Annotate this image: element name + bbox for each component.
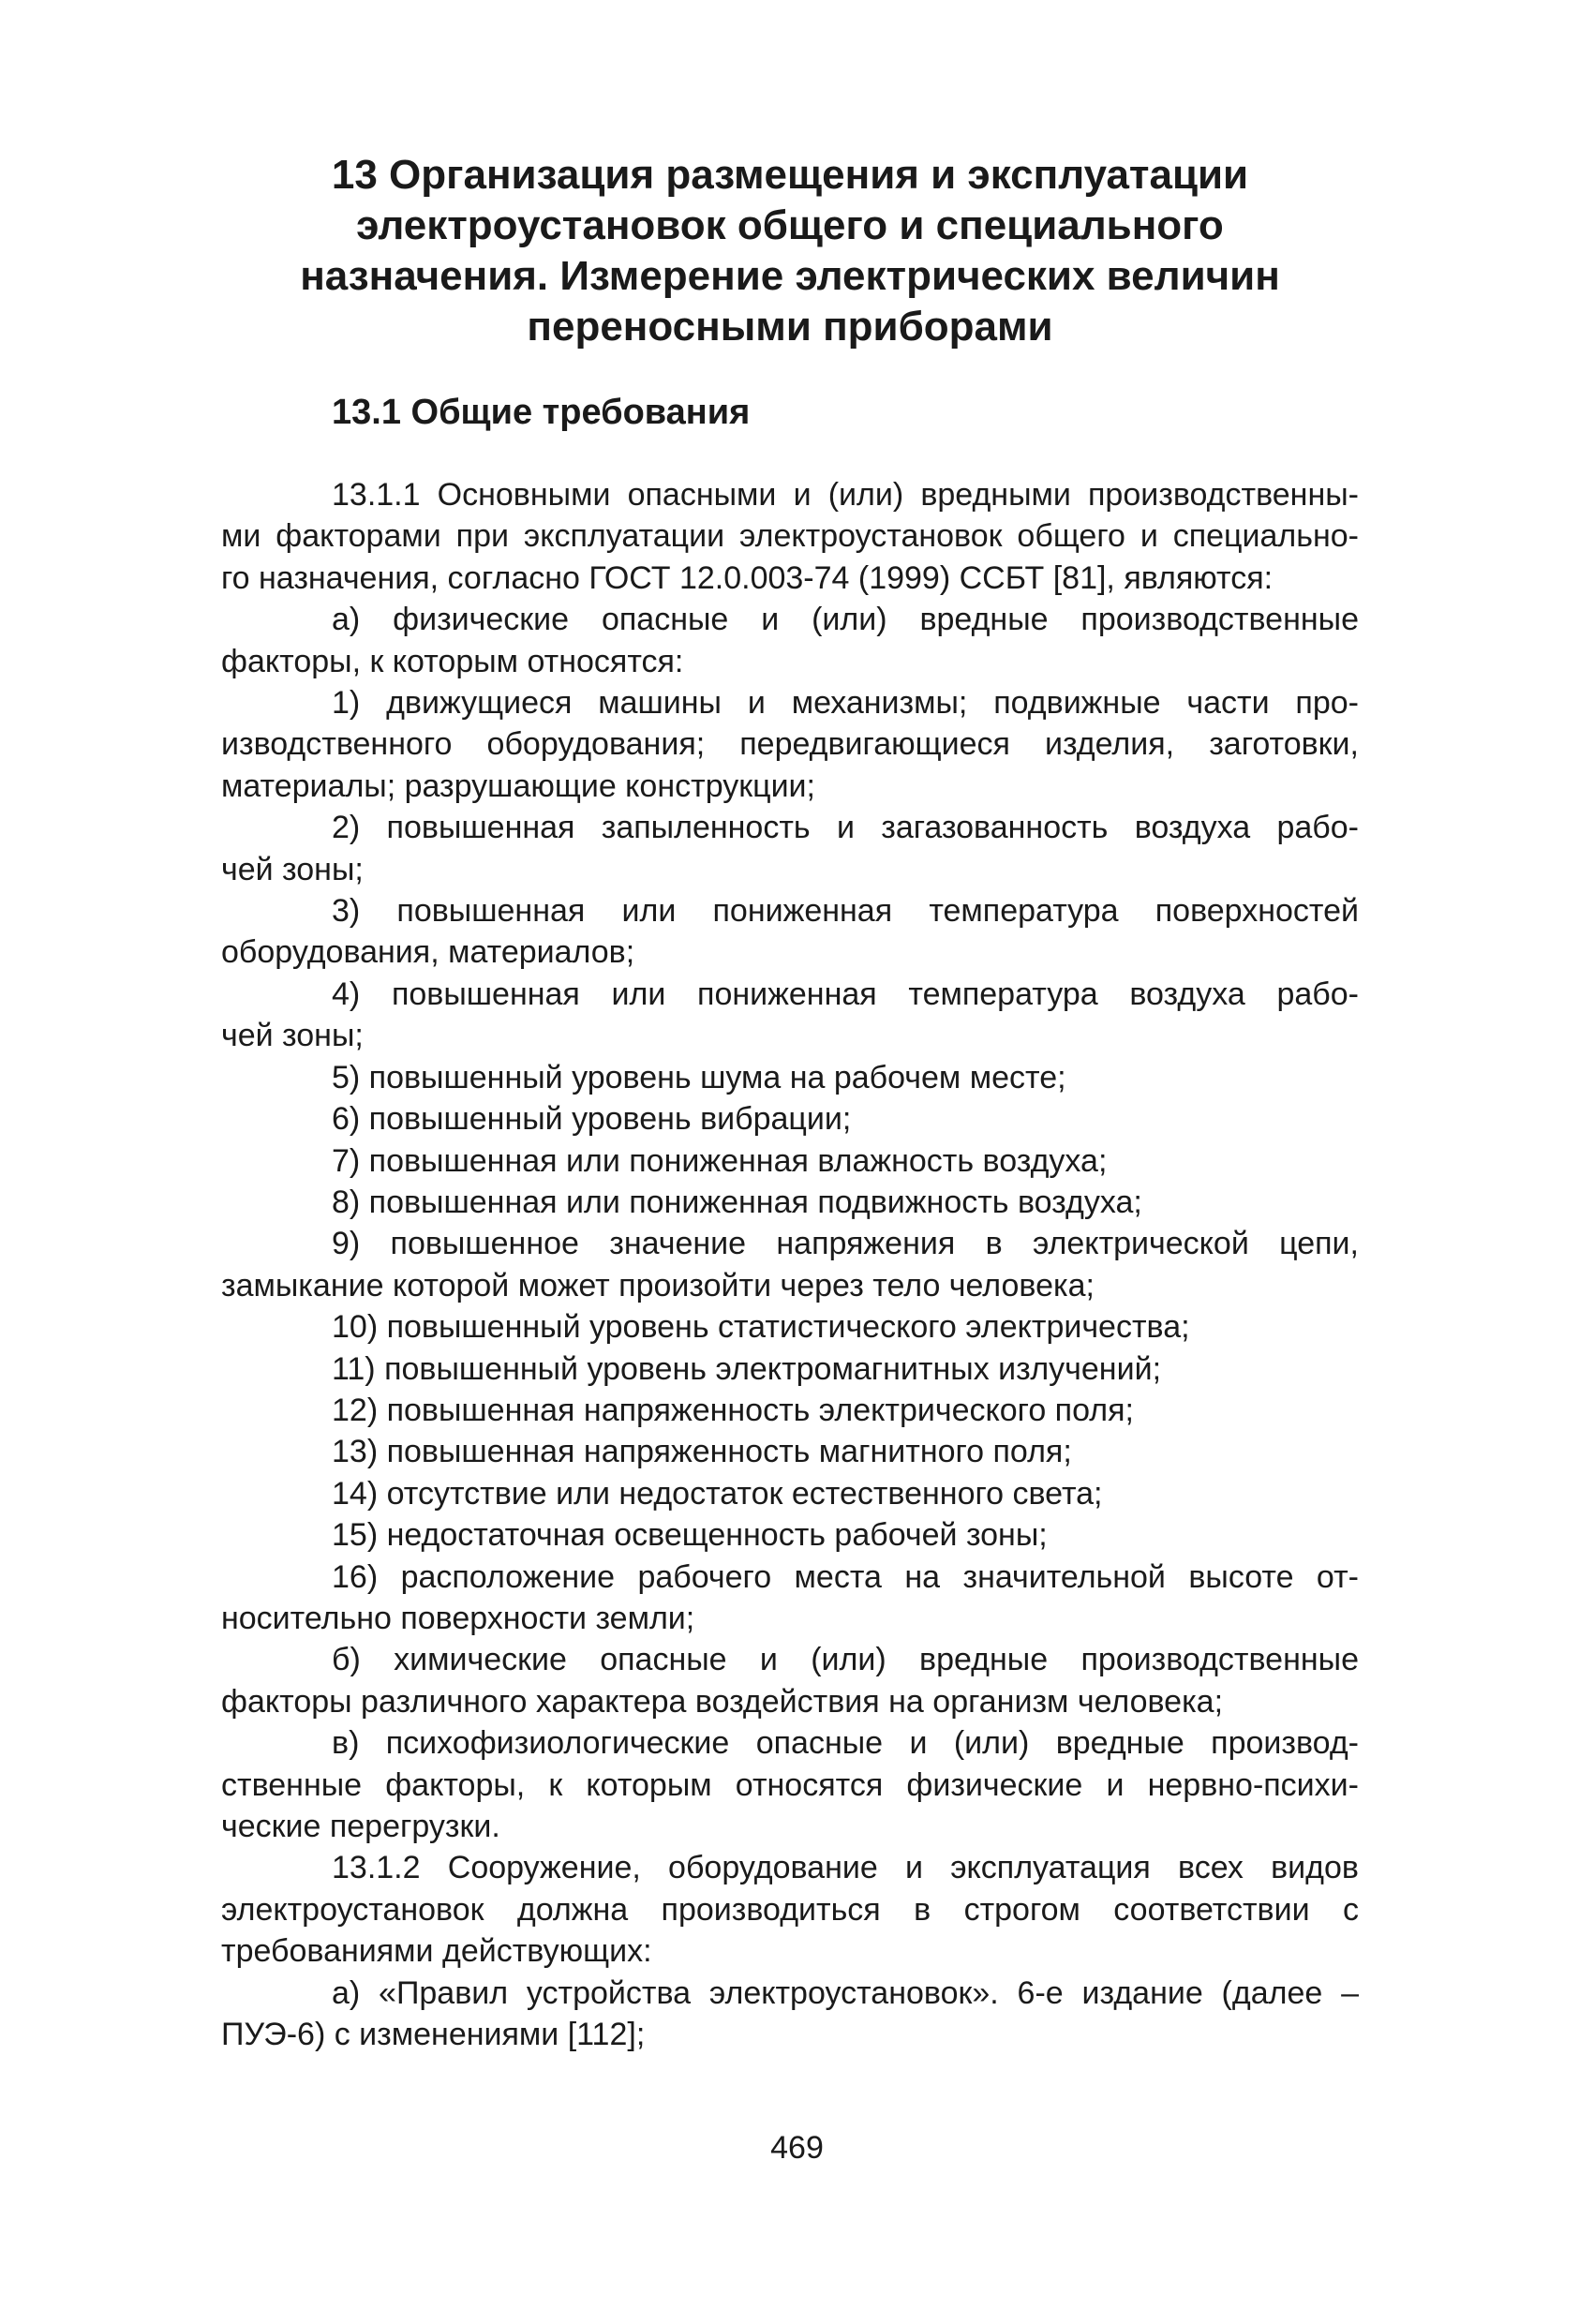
paragraph-line: ственные факторы, к которым относятся физические и нервно-психи- bbox=[221, 1766, 1359, 1803]
paragraph-line: материалы; разрушающие конструкции; bbox=[221, 767, 815, 804]
paragraph-line: ми факторами при эксплуатации электроустановок общего и специально- bbox=[221, 518, 1359, 555]
paragraph bbox=[221, 1847, 1359, 1972]
paragraph-line: 9) повышенное значение напряжения в электрической цепи, bbox=[332, 1226, 1359, 1262]
paragraph-line: электроустановок должна производиться в строгом соответствии с bbox=[221, 1891, 1359, 1928]
paragraph bbox=[221, 1057, 1359, 1098]
paragraph bbox=[221, 974, 1359, 1057]
paragraph bbox=[221, 1182, 1359, 1223]
paragraph-line: факторы, к которым относятся: bbox=[221, 643, 684, 679]
paragraph-line: 6) повышенный уровень вибрации; bbox=[332, 1101, 852, 1138]
paragraph bbox=[221, 1557, 1359, 1640]
paragraph bbox=[221, 682, 1359, 807]
chapter-title-line: электроустановок общего и специального bbox=[356, 202, 1224, 248]
paragraph bbox=[221, 1306, 1359, 1348]
paragraph-line: 1) движущиеся машины и механизмы; подвижные части про- bbox=[332, 685, 1359, 722]
paragraph bbox=[221, 1098, 1359, 1140]
paragraph bbox=[221, 1722, 1359, 1847]
chapter-title-line: переносными приборами bbox=[527, 304, 1053, 350]
paragraph-line: носительно поверхности земли; bbox=[221, 1600, 695, 1636]
paragraph-line: а) физические опасные и (или) вредные производственные bbox=[332, 602, 1359, 638]
paragraph bbox=[221, 1140, 1359, 1182]
paragraph-line: б) химические опасные и (или) вредные производственные bbox=[332, 1642, 1359, 1678]
paragraph bbox=[221, 807, 1359, 890]
paragraph-line: чей зоны; bbox=[221, 1018, 364, 1054]
paragraph bbox=[221, 474, 1359, 599]
paragraph-line: го назначения, согласно ГОСТ 12.0.003-74 (1999) ССБТ [81], являются: bbox=[221, 559, 1274, 596]
paragraph-line: 7) повышенная или пониженная влажность воздуха; bbox=[332, 1142, 1108, 1179]
page-content bbox=[221, 150, 1359, 2055]
paragraph-line: чей зоны; bbox=[221, 851, 364, 887]
body-text bbox=[221, 474, 1359, 2055]
paragraph-line: 13) повышенная напряженность магнитного поля; bbox=[332, 1434, 1072, 1470]
paragraph bbox=[221, 1431, 1359, 1472]
paragraph-line: оборудования, материалов; bbox=[221, 934, 635, 971]
paragraph-line: 13.1.2 Сооружение, оборудование и эксплуатация всех видов bbox=[332, 1850, 1359, 1886]
paragraph bbox=[221, 599, 1359, 682]
paragraph-line: в) психофизиологические опасные и (или) вредные производ- bbox=[332, 1725, 1359, 1762]
paragraph bbox=[221, 1390, 1359, 1431]
paragraph-line: а) «Правил устройства электроустановок». 6-е издание (далее – bbox=[332, 1974, 1359, 2011]
paragraph-line: 11) повышенный уровень электромагнитных излучений; bbox=[332, 1350, 1162, 1387]
section-title: 13.1 Общие требования bbox=[332, 393, 751, 432]
paragraph-line: 16) расположение рабочего места на значительной высоте от- bbox=[332, 1558, 1359, 1595]
chapter-title-line: назначения. Измерение электрических величин bbox=[300, 253, 1280, 299]
paragraph-line: 13.1.1 Основными опасными и (или) вредными производственны- bbox=[332, 477, 1359, 513]
paragraph-line: 8) повышенная или пониженная подвижность воздуха; bbox=[332, 1184, 1142, 1220]
paragraph-line: замыкание которой может произойти через тело человека; bbox=[221, 1267, 1095, 1304]
paragraph-line: 4) повышенная или пониженная температура воздуха рабо- bbox=[332, 976, 1359, 1012]
paragraph bbox=[221, 1473, 1359, 1514]
paragraph-line: изводственного оборудования; передвигающиеся изделия, заготовки, bbox=[221, 726, 1359, 763]
paragraph-line: 15) недостаточная освещенность рабочей зоны; bbox=[332, 1517, 1048, 1554]
paragraph-line: 2) повышенная запыленность и загазованность воздуха рабо- bbox=[332, 810, 1359, 846]
paragraph bbox=[221, 1348, 1359, 1390]
paragraph-line: 3) повышенная или пониженная температура поверхностей bbox=[332, 893, 1359, 930]
paragraph bbox=[221, 1973, 1359, 2056]
paragraph-line: 10) повышенный уровень статистического электричества; bbox=[332, 1309, 1190, 1346]
paragraph bbox=[221, 1223, 1359, 1306]
paragraph-line: факторы различного характера воздействия на организм человека; bbox=[221, 1683, 1224, 1720]
paragraph bbox=[221, 890, 1359, 974]
paragraph-line: ПУЭ-6) с изменениями [112]; bbox=[221, 2017, 646, 2053]
paragraph-line: 5) повышенный уровень шума на рабочем месте; bbox=[332, 1059, 1066, 1095]
page-number: 469 bbox=[770, 2130, 824, 2166]
paragraph bbox=[221, 1639, 1359, 1722]
chapter-title bbox=[221, 150, 1359, 352]
paragraph bbox=[221, 1514, 1359, 1556]
paragraph-line: ческие перегрузки. bbox=[221, 1809, 500, 1844]
paragraph-line: 14) отсутствие или недостаток естественного света; bbox=[332, 1475, 1103, 1512]
chapter-title-line: 13 Организация размещения и эксплуатации bbox=[331, 152, 1249, 198]
paragraph-line: 12) повышенная напряженность электрического поля; bbox=[332, 1392, 1134, 1428]
paragraph-line: требованиями действующих: bbox=[221, 1933, 652, 1970]
